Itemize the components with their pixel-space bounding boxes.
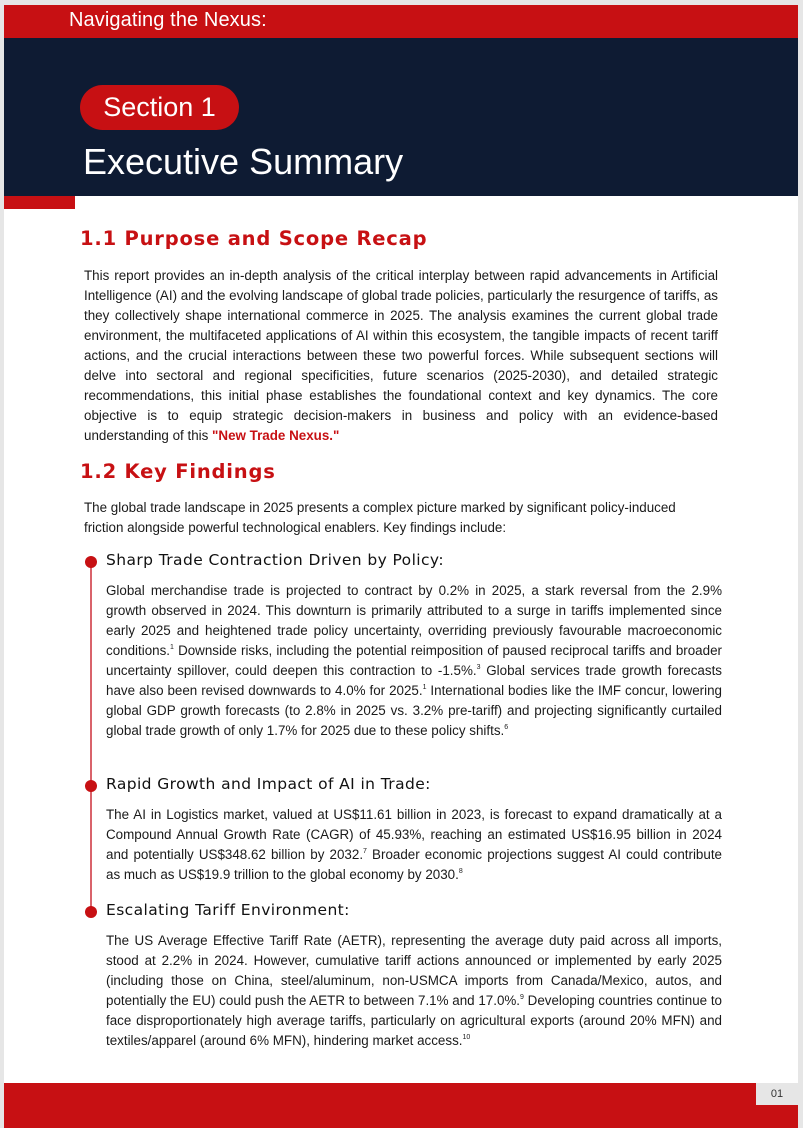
- finding-body: The AI in Logistics market, valued at US$11.61 billion in 2023, is forecast to expand dramatically at a Compound Annual Growth Rate (CAGR) of 45.93%, reaching an estimated US$16.95 billion in 2024 and potentially US$348.62 billion by 2032.$^7$ Broader economic projections suggest AI could contribute as much as US$19.9 trillion to the global economy by 2030.$^8$: [106, 807, 722, 882]
- section-hero-banner: [4, 38, 798, 196]
- heading-purpose-scope: 1.1 Purpose and Scope Recap: [80, 227, 428, 250]
- bullet-dot-icon: [85, 556, 97, 568]
- footnote-ref[interactable]: 3: [476, 664, 481, 671]
- finding-body: The US Average Effective Tariff Rate (AETR), representing the average duty paid across all imports, stood at 2.2% in 2024. However, cumulative tariff actions announced or implemented by early 2025 (including those on China, steel/aluminum, non-USMCA imports from Canada/Mexico, autos, and potentially the EU) could push the AETR to between 7.1% and 17.0%.$^9$ Developing countries continue to face disproportionately high average tariffs, particularly on agricultural exports (around 20% MFN) and textiles/apparel (around 6% MFN), hindering market access.$^{10}$: [106, 933, 722, 1048]
- finding-title: Rapid Growth and Impact of AI in Trade:: [106, 775, 431, 793]
- purpose-scope-text: This report provides an in-depth analysis of the critical interplay between rapid advancements in Artificial Intelligence (AI) and the evolving landscape of global trade policies, particularly the resurgence of tariffs, as they collectively shape international commerce in 2025. The analysis examines the current global trade environment, the multifaceted applications of AI within this ecosystem, the tangible impacts of recent tariff actions, and the crucial interactions between these two powerful forces. While subsequent sections will delve into sectoral and regional specificities, future scenarios (2025-2030), and detailed strategic recommendations, this initial phase establishes the foundational context and key dynamics. The core objective is to equip strategic decision-makers in business and policy with an evidence-based understanding of this: [84, 268, 718, 443]
- footnote-ref[interactable]: 10: [462, 1034, 471, 1041]
- document-page: [4, 5, 798, 1128]
- purpose-scope-paragraph: [84, 266, 718, 446]
- page-number: 01: [756, 1083, 798, 1105]
- footnote-ref[interactable]: 8: [458, 868, 463, 875]
- key-findings-intro: The global trade landscape in 2025 presents a complex picture marked by significant policy-induced friction alongside powerful technological enablers. Key findings include:: [84, 500, 676, 535]
- footnote-ref[interactable]: 7: [363, 848, 367, 855]
- heading-key-findings: 1.2 Key Findings: [80, 460, 276, 483]
- page-footer: [4, 1083, 798, 1128]
- new-trade-nexus-highlight: "New Trade Nexus.": [212, 428, 340, 443]
- bullet-dot-icon: [85, 906, 97, 918]
- timeline-connector: [90, 562, 92, 913]
- top-title-bar: [4, 5, 798, 38]
- footnote-ref[interactable]: 1: [422, 684, 427, 691]
- footnote-ref[interactable]: 9: [520, 994, 524, 1001]
- accent-bar: [4, 196, 75, 209]
- finding-title: Sharp Trade Contraction Driven by Policy:: [106, 551, 444, 569]
- bullet-dot-icon: [85, 780, 97, 792]
- finding-body: Global merchandise trade is projected to contract by 0.2% in 2025, a stark reversal from the 2.9% growth observed in 2024. This downturn is primarily attributed to a surge in tariffs implemented since early 2025 and heightened trade policy uncertainty, overriding previously favourable macroeconomic conditions.$^1$ Downside risks, including the potential reimposition of paused reciprocal tariffs and broader uncertainty spillover, could deepen this contraction to -1.5%.$^3$ Global services trade growth forecasts have also been revised downwards to 4.0% for 2025.$^1$ International bodies like the IMF concur, lowering global GDP growth forecasts (to 2.8% in 2025 vs. 3.2% pre-tariff) and projecting significantly curtailed global trade growth of only 1.7% for 2025 due to these policy shifts.$^6$: [106, 583, 722, 738]
- finding-title: Escalating Tariff Environment:: [106, 901, 350, 919]
- footnote-ref[interactable]: 1: [170, 644, 174, 651]
- footnote-ref[interactable]: 6: [504, 724, 509, 731]
- document-title: Navigating the Nexus:: [69, 9, 267, 31]
- section-title: Executive Summary: [83, 141, 404, 182]
- section-badge: Section 1: [80, 85, 239, 130]
